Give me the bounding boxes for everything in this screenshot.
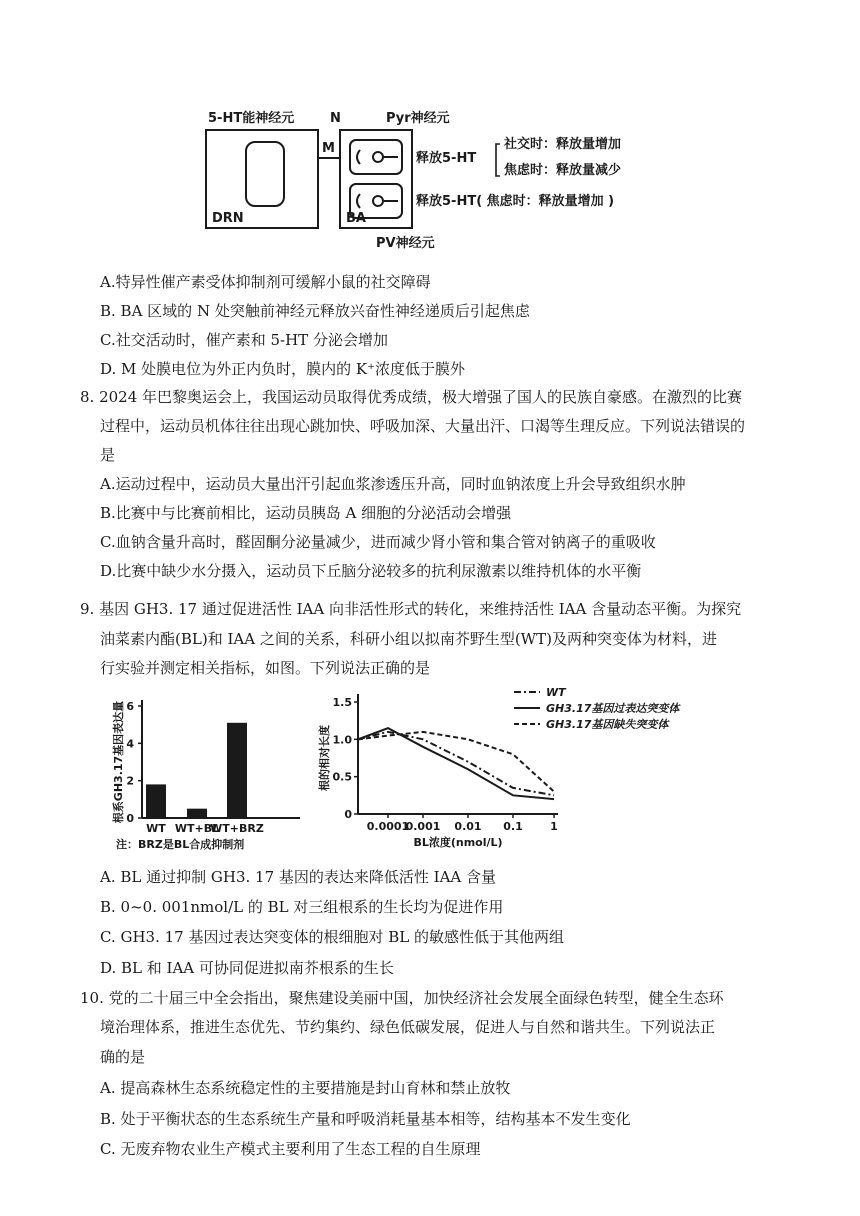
bar-chart-note: 注：BRZ是BL合成抑制剂 <box>116 838 245 851</box>
bar-WT <box>146 784 166 818</box>
q10-stem-line-2: 境治理体系，推进生态优先、节约集约、绿色低碳发展，促进人与自然和谐共生。下列说法正 <box>100 1018 716 1036</box>
line-x-tick-label: 0.001 <box>405 820 441 833</box>
pv-title: PV神经元 <box>376 236 435 251</box>
bar-category-label: WT <box>146 822 166 835</box>
q10-stem-line-1: 10. 党的二十届三中全会指出，聚焦建设美丽中国，加快经济社会发展全面绿色转型，健全生态环 <box>80 989 724 1007</box>
line-y-axis-label: 根的相对长度 <box>318 725 331 791</box>
q9-stem-line-2: 油菜素内酯(BL)和 IAA 之间的关系，科研小组以拟南芥野生型(WT)及两种突变体为材料，进 <box>100 630 717 648</box>
drn-label: DRN <box>212 211 244 226</box>
series-line-2 <box>358 732 554 792</box>
line-y-tick-label: 1.0 <box>332 733 352 747</box>
series-line-1 <box>358 728 554 799</box>
bar-y-tick-label: 6 <box>126 700 134 713</box>
bar-chart <box>100 686 310 856</box>
q9-stem-line-3: 行实验并测定相关指标，如图。下列说法正确的是 <box>100 659 431 677</box>
bar-category-label: WT+BRZ <box>210 822 264 835</box>
legend-label-1: GH3.17基因过表达突变体 <box>546 702 680 715</box>
legend-label-2: GH3.17基因缺失突变体 <box>546 718 669 731</box>
line-x-tick-label: 0.1 <box>503 820 523 833</box>
q8-option-c: C.血钠含量升高时，醛固酮分泌量减少，进而减少肾小管和集合管对钠离子的重吸收 <box>100 533 656 551</box>
q7-option-a: A.特异性催产素受体抑制剂可缓解小鼠的社交障碍 <box>100 273 431 291</box>
bar-y-tick-label: 0 <box>126 812 134 825</box>
pyr-synapse-icon <box>373 152 383 162</box>
bar-WT+BRZ <box>227 723 247 818</box>
line-chart <box>318 684 718 856</box>
bar-WT+BL <box>187 809 207 818</box>
q8-stem-line-2: 过程中，运动员机体往往出现心跳加快、呼吸加深、大量出汗、口渴等生理反应。下列说法错误的 <box>100 417 746 435</box>
drn-title: 5-HT能神经元 <box>208 111 295 126</box>
q10-option-b: B. 处于平衡状态的生态系统生产量和呼吸消耗量基本相等，结构基本不发生变化 <box>100 1110 631 1128</box>
legend-label-0: WT <box>546 686 566 699</box>
q8-option-b: B.比赛中与比赛前相比，运动员胰岛 A 细胞的分泌活动会增强 <box>100 504 512 522</box>
release-label-1: 释放5-HT <box>416 151 477 166</box>
neuron-diagram <box>190 100 680 255</box>
bar-y-axis-label: 根系GH3.17基因表达量 <box>112 700 125 824</box>
q7-option-c: C.社交活动时，催产素和 5-HT 分泌会增加 <box>100 331 388 349</box>
line-x-tick-label: 0.0001 <box>366 820 410 833</box>
line-y-tick-label: 0.5 <box>332 770 352 784</box>
q9-option-d: D. BL 和 IAA 可协同促进拟南芥根系的生长 <box>100 959 394 977</box>
q7-option-d: D. M 处膜电位为外正内负时，膜内的 K⁺浓度低于膜外 <box>100 360 466 378</box>
q8-option-a: A.运动过程中，运动员大量出汗引起血浆渗透压升高，同时血钠浓度上升会导致组织水肿 <box>100 475 686 493</box>
m-label: M <box>322 141 335 156</box>
q8-option-d: D.比赛中缺少水分摄入，运动员下丘脑分泌较多的抗利尿激素以维持机体的水平衡 <box>100 562 642 580</box>
q7-option-b: B. BA 区域的 N 处突触前神经元释放兴奋性神经递质后引起焦虑 <box>100 302 530 320</box>
bar-y-tick-label: 4 <box>126 737 134 751</box>
pv-synapse-icon <box>373 196 383 206</box>
q10-option-c: C. 无废弃物农业生产模式主要利用了生态工程的自生原理 <box>100 1140 481 1158</box>
pyr-title: Pyr神经元 <box>386 111 450 126</box>
line-x-tick-label: 1 <box>550 820 558 833</box>
line-x-tick-label: 0.01 <box>454 820 482 833</box>
q10-stem-line-3: 确的是 <box>100 1048 146 1066</box>
q8-stem-line-1: 8. 2024 年巴黎奥运会上，我国运动员取得优秀成绩，极大增强了国人的民族自豪感。在激烈的比赛 <box>80 388 743 406</box>
bar-y-tick-label: 2 <box>126 774 134 788</box>
q10-option-a: A. 提高森林生态系统稳定性的主要措施是封山育林和禁止放牧 <box>100 1079 511 1097</box>
q9-stem-line-1: 9. 基因 GH3. 17 通过促进活性 IAA 向非活性形式的转化，来维持活性 IAA 含量动态平衡。为探究 <box>80 600 742 618</box>
bar-category-label: WT+BL <box>174 822 220 835</box>
n-label: N <box>330 111 341 126</box>
line-x-axis-label: BL浓度(nmol/L) <box>413 836 503 849</box>
social-note: 社交时：释放量增加 <box>504 137 622 152</box>
q9-option-b: B. 0~0. 001nmol/L 的 BL 对三组根系的生长均为促进作用 <box>100 898 504 916</box>
q9-option-c: C. GH3. 17 基因过表达突变体的根细胞对 BL 的敏感性低于其他两组 <box>100 928 564 946</box>
release-label-2: 释放5-HT( 焦虑时：释放量增加 ) <box>416 194 615 209</box>
anxiety-note: 焦虑时：释放量减少 <box>504 163 622 178</box>
q8-stem-line-3: 是 <box>100 446 116 464</box>
5ht-neuron-cell <box>246 142 284 206</box>
line-y-tick-label: 0 <box>344 808 352 821</box>
q9-option-a: A. BL 通过抑制 GH3. 17 基因的表达来降低活性 IAA 含量 <box>100 868 497 886</box>
line-y-tick-label: 1.5 <box>332 696 352 709</box>
ba-label: BA <box>346 211 366 226</box>
